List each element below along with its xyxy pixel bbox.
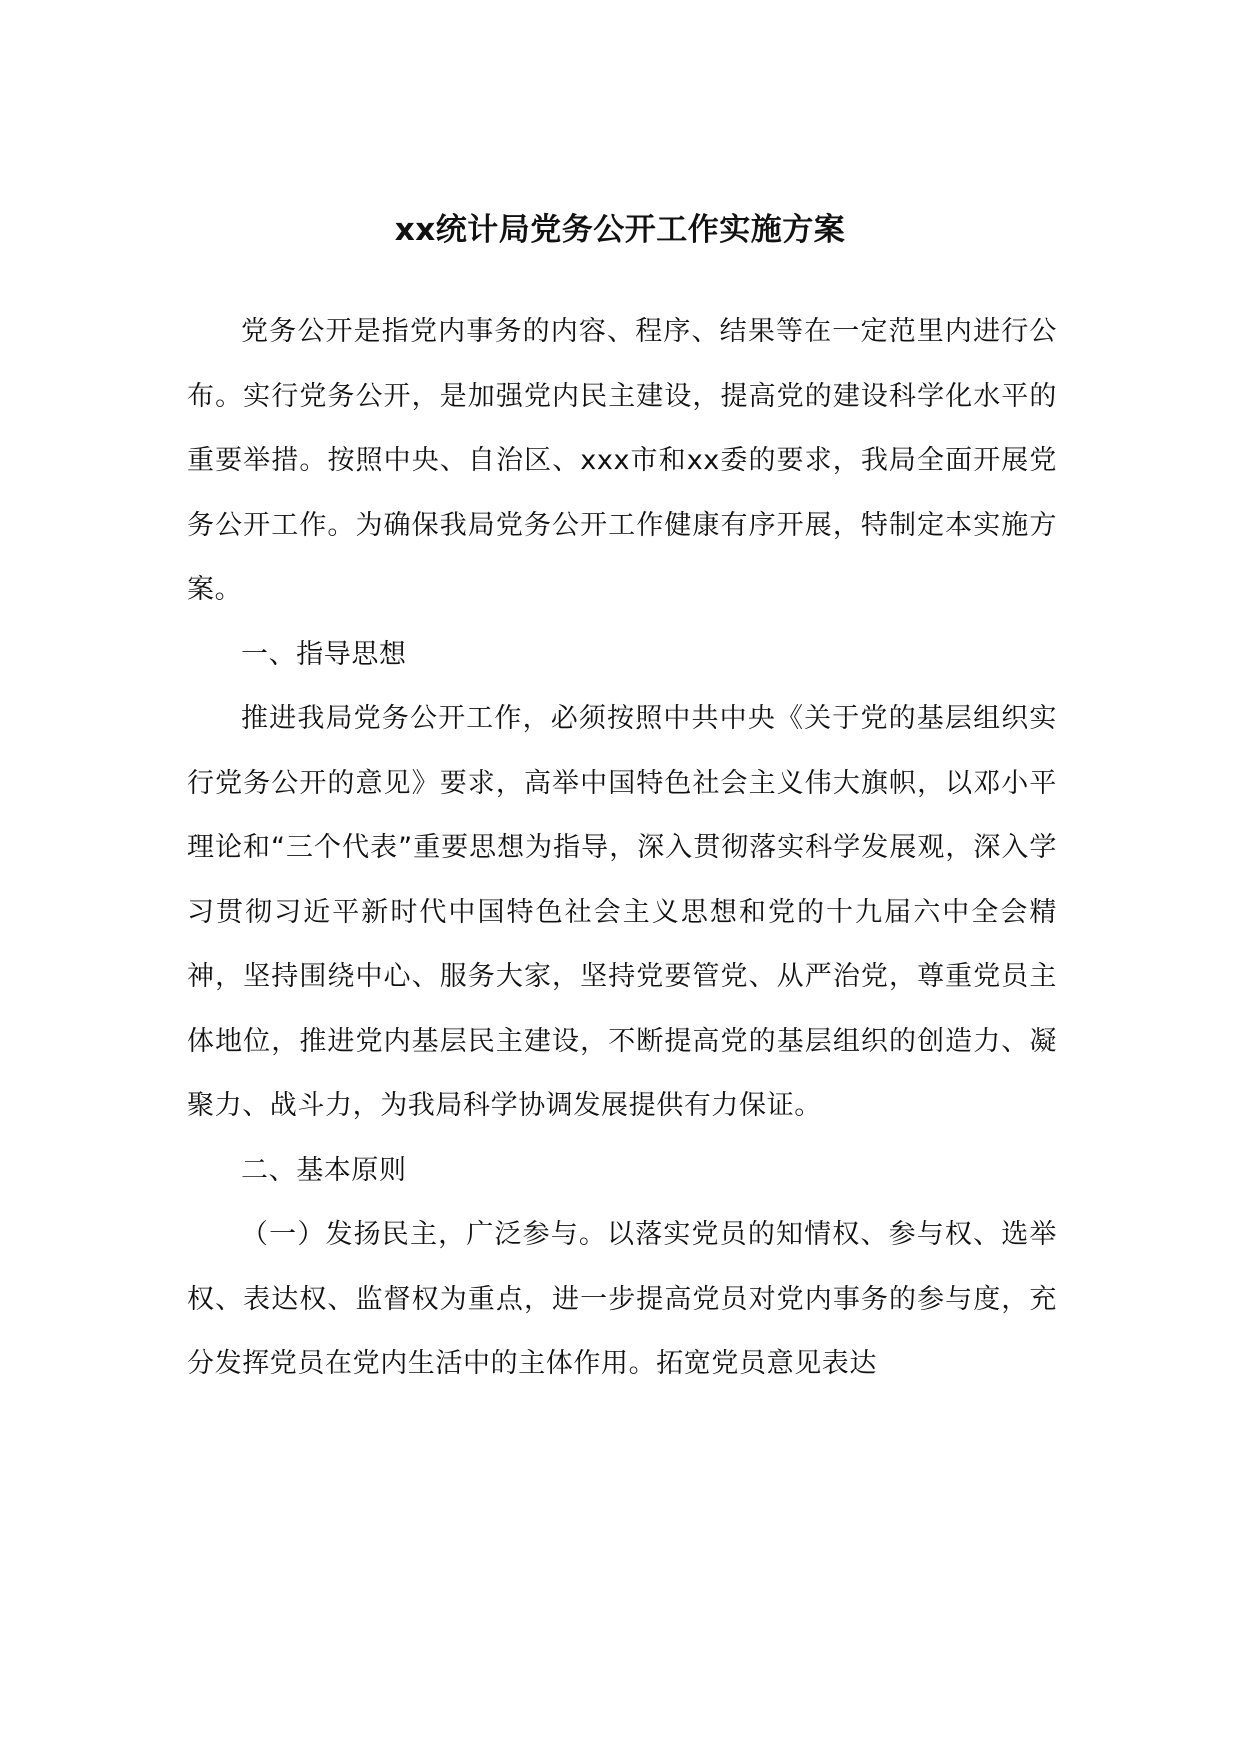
intro-paragraph: 党务公开是指党内事务的内容、程序、结果等在一定范里内进行公布。实行党务公开，是加强党内民主建设，提高党的建设科学化水平的重要举措。按照中央、自治区、xxx市和xx委的要求，我局全面开展党务公开工作。为确保我局党务公开工作健康有序开展，特制定本实施方案。 [187, 316, 1057, 605]
document-body [187, 300, 1057, 1397]
guiding-ideology-paragraph: 推进我局党务公开工作，必须按照中共中央《关于党的基层组织实行党务公开的意见》要求，高举中国特色社会主义伟大旗帜，以邓小平理论和“三个代表”重要思想为指导，深入贯彻落实科学发展观，深入学习贯彻习近平新时代中国特色社会主义思想和党的十九届六中全会精神，坚持围绕中心、服务大家，坚持党要管党、从严治党，尊重党员主体地位，推进党内基层民主建设，不断提高党的基层组织的创造力、凝聚力、战斗力，为我局科学协调发展提供有力保证。 [187, 703, 1057, 1121]
basic-principles-paragraph-1: （一）发扬民主，广泛参与。以落实党员的知情权、参与权、选举权、表达权、监督权为重点，进一步提高党员对党内事务的参与度，充分发挥党员在党内生活中的主体作用。拓宽党员意见表达 [187, 1219, 1057, 1379]
section-heading-basic-principles: 二、基本原则 [241, 1154, 407, 1186]
document-title: xx统计局党务公开工作实施方案 [394, 212, 846, 248]
section-heading-guiding-ideology: 一、指导思想 [241, 638, 407, 670]
